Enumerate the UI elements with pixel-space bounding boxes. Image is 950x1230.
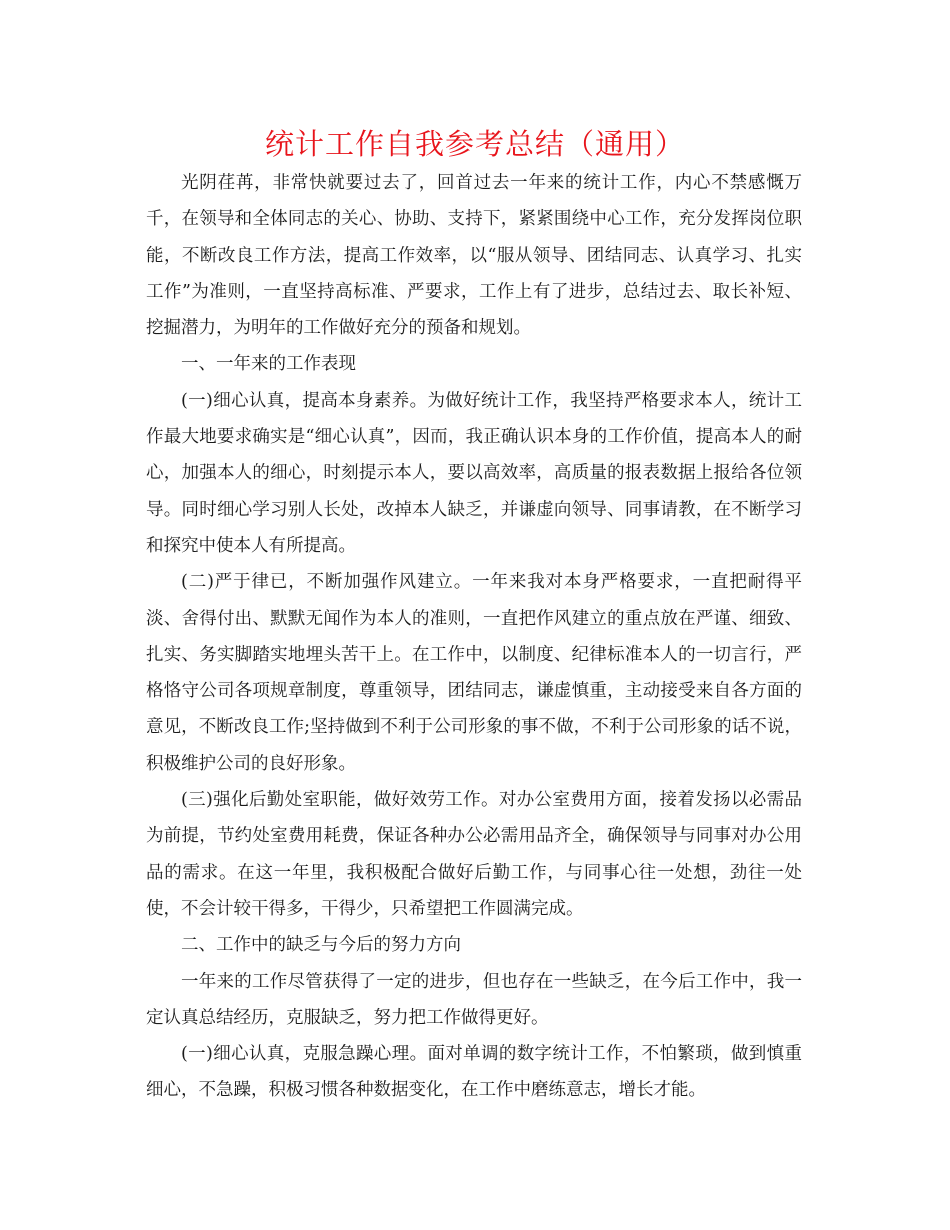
- paragraph-1-3: (三)强化后勤处室职能，做好效劳工作。对办公室费用方面，接着发扬以必需品为前提，节约处室费用耗费，保证各种办公必需用品齐全，确保领导与同事对办公用品的需求。在这一年里，我积极配合做好后勤工作，与同事心往一处想，劲往一处使，不会计较干得多，干得少，只希望把工作圆满完成。: [146, 790, 802, 919]
- document-body: [146, 165, 802, 1109]
- paragraph-1-1: (一)细心认真，提高本身素养。为做好统计工作，我坚持严格要求本人，统计工作最大地要求确实是“细心认真”，因而，我正确认识本身的工作价值，提高本人的耐心，加强本人的细心，时刻提示本人，要以高效率，高质量的报表数据上报给各位领导。同时细心学习别人长处，改掉本人缺乏，并谦虚向领导、同事请教，在不断学习和探究中使本人有所提高。: [146, 390, 802, 556]
- section-heading-2: 二、工作中的缺乏与今后的努力方向: [181, 935, 461, 956]
- paragraph-2-intro: 一年来的工作尽管获得了一定的进步，但也存在一些缺乏，在今后工作中，我一定认真总结经历，克服缺乏，努力把工作做得更好。: [146, 971, 802, 1028]
- section-heading-1: 一、一年来的工作表现: [181, 354, 356, 375]
- paragraph-2-1: (一)细心认真，克服急躁心理。面对单调的数字统计工作，不怕繁琐，做到慎重细心，不急躁，积极习惯各种数据变化，在工作中磨练意志，增长才能。: [146, 1044, 802, 1101]
- paragraph-intro: 光阴荏苒，非常快就要过去了，回首过去一年来的统计工作，内心不禁感慨万千，在领导和全体同志的关心、协助、支持下，紧紧围绕中心工作，充分发挥岗位职能，不断改良工作方法，提高工作效率，以“服从领导、团结同志、认真学习、扎实工作”为准则，一直坚持高标准、严要求，工作上有了进步，总结过去、取长补短、挖掘潜力，为明年的工作做好充分的预备和规划。: [146, 173, 802, 339]
- document-title: 统计工作自我参考总结（通用）: [264, 127, 685, 161]
- paragraph-1-2: (二)严于律已，不断加强作风建立。一年来我对本身严格要求，一直把耐得平淡、舍得付出、默默无闻作为本人的准则，一直把作风建立的重点放在严谨、细致、扎实、务实脚踏实地埋头苦干上。在工作中，以制度、纪律标准本人的一切言行，严格恪守公司各项规章制度，尊重领导，团结同志，谦虚慎重，主动接受来自各方面的意见，不断改良工作;坚持做到不利于公司形象的事不做，不利于公司形象的话不说，积极维护公司的良好形象。: [146, 572, 802, 774]
